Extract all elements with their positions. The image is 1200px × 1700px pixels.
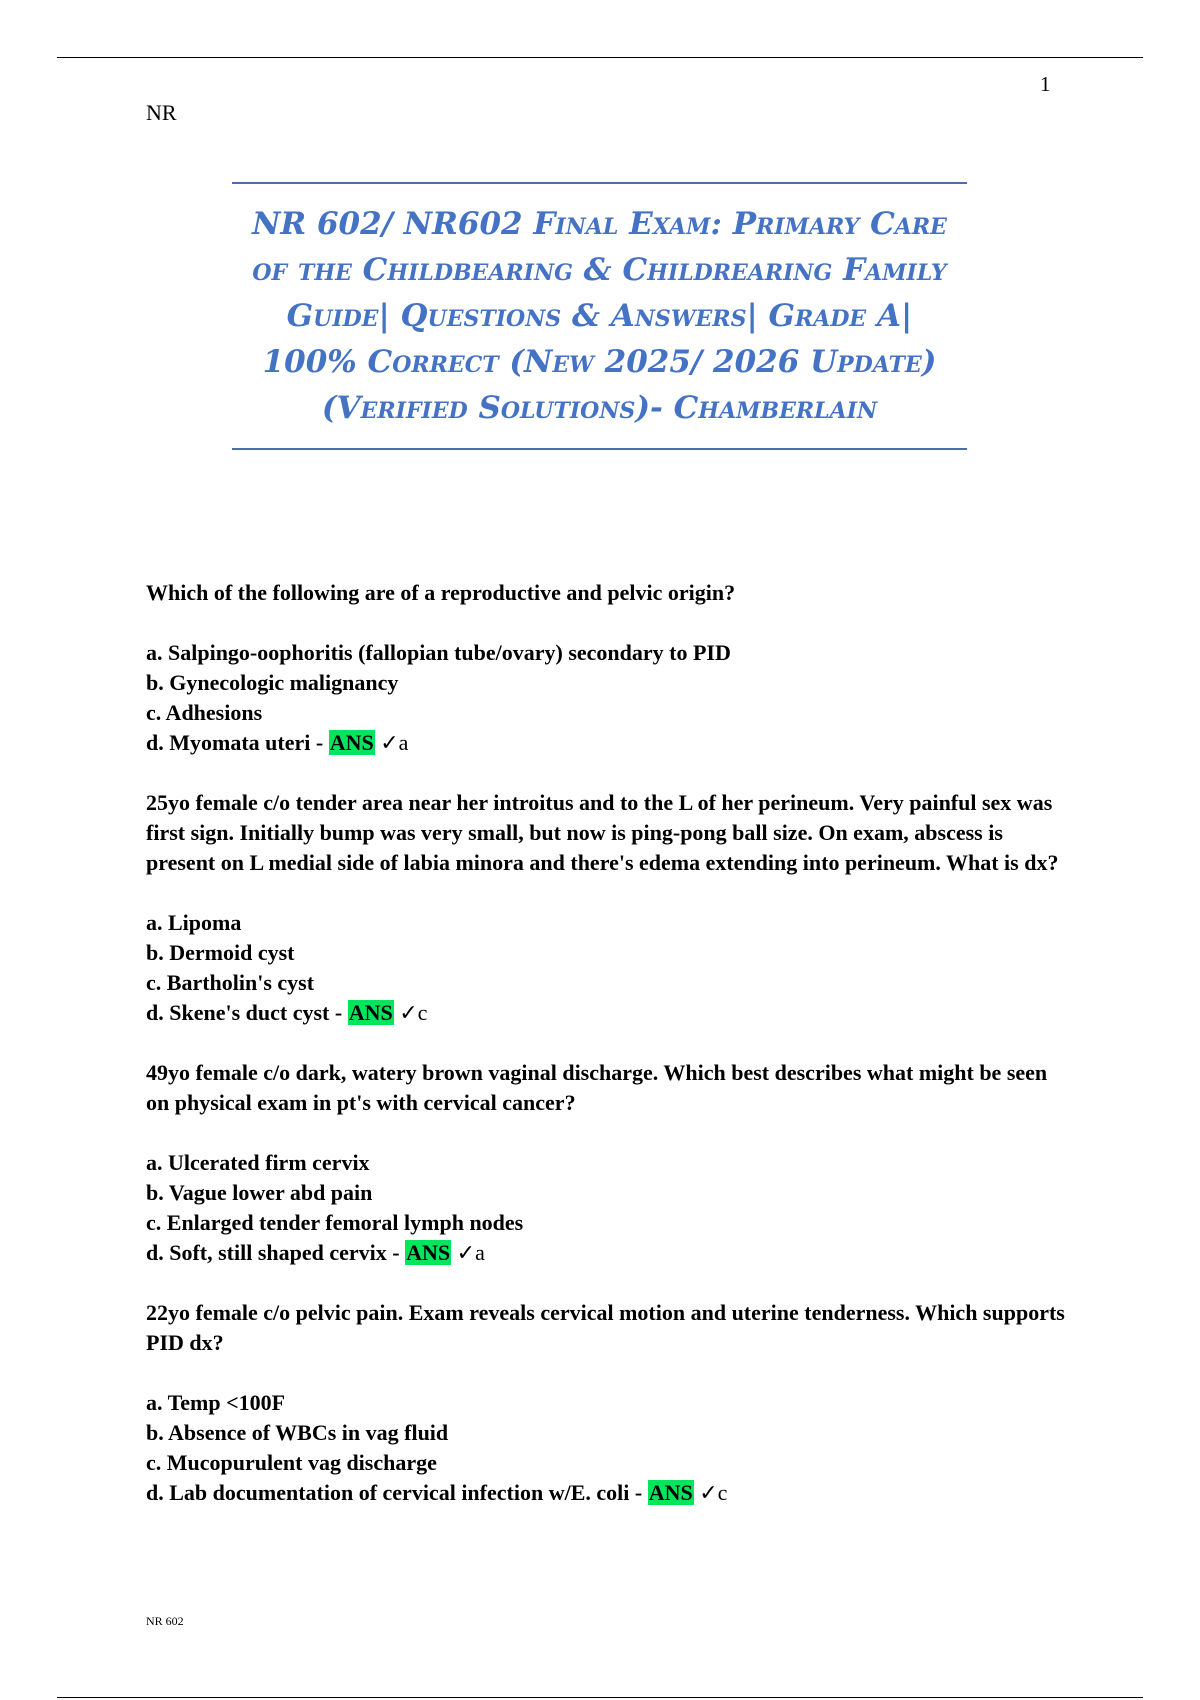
option-a: a. Lipoma — [146, 910, 242, 935]
option-c: c. Adhesions — [146, 700, 263, 725]
answer-value: ✓c — [699, 1480, 728, 1505]
answer-highlight: ANS — [648, 1480, 693, 1505]
answer-highlight: ANS — [348, 1000, 393, 1025]
option-b: b. Dermoid cyst — [146, 940, 295, 965]
question-text: 49yo female c/o dark, watery brown vaginal discharge. Which best describes what might be seen on physical exam in pt's with cervical cancer? — [146, 1060, 1048, 1115]
question-text: 25yo female c/o tender area near her introitus and to the L of her perineum. Very painful sex was first sign. Initially bump was very small, but now is ping-pong ball size. On exam, abscess is present on L medial side of labia minora and there's edema extending into perineum. What is dx? — [146, 790, 1059, 875]
question-list — [146, 578, 1066, 1538]
title-box — [232, 182, 967, 450]
question-4 — [146, 1298, 1066, 1508]
running-footer: NR 602 — [146, 1614, 184, 1628]
question-text: 22yo female c/o pelvic pain. Exam reveals cervical motion and uterine tenderness. Which supports PID dx? — [146, 1300, 1065, 1355]
option-d: d. Myomata uteri - — [146, 730, 324, 755]
option-c: c. Mucopurulent vag discharge — [146, 1450, 437, 1475]
running-header: NR — [146, 100, 177, 125]
answer-value: ✓a — [380, 730, 409, 755]
page-number: 1 — [1040, 72, 1051, 96]
bottom-rule — [57, 1697, 1143, 1698]
option-d-with-answer — [146, 1238, 1066, 1268]
answer-highlight: ANS — [329, 730, 374, 755]
option-d: d. Skene's duct cyst - — [146, 1000, 343, 1025]
answer-highlight: ANS — [406, 1240, 451, 1265]
question-1 — [146, 578, 1066, 758]
document-title: NR 602/ NR602 Final Exam: Primary Care of the Childbearing & Childrearing Family Guide| Questions & Answers| Grade A| 100% Correct (New 2025/ 2026 Update) (Verified Solutions)- Chamberlain — [252, 206, 947, 426]
option-d: d. Lab documentation of cervical infection w/E. coli - — [146, 1480, 643, 1505]
option-d: d. Soft, still shaped cervix - — [146, 1240, 400, 1265]
option-c: c. Enlarged tender femoral lymph nodes — [146, 1210, 524, 1235]
option-d-with-answer — [146, 1478, 1066, 1508]
option-b: b. Absence of WBCs in vag fluid — [146, 1420, 449, 1445]
option-c: c. Bartholin's cyst — [146, 970, 315, 995]
answer-value: ✓c — [399, 1000, 428, 1025]
option-a: a. Temp <100F — [146, 1390, 286, 1415]
answer-value: ✓a — [456, 1240, 485, 1265]
question-text: Which of the following are of a reproductive and pelvic origin? — [146, 580, 736, 605]
question-3 — [146, 1058, 1066, 1268]
option-a: a. Salpingo-oophoritis (fallopian tube/ovary) secondary to PID — [146, 640, 731, 665]
option-b: b. Gynecologic malignancy — [146, 670, 399, 695]
option-d-with-answer — [146, 728, 1066, 758]
option-b: b. Vague lower abd pain — [146, 1180, 373, 1205]
question-2 — [146, 788, 1066, 1028]
top-rule — [57, 57, 1143, 58]
option-a: a. Ulcerated firm cervix — [146, 1150, 370, 1175]
option-d-with-answer — [146, 998, 1066, 1028]
